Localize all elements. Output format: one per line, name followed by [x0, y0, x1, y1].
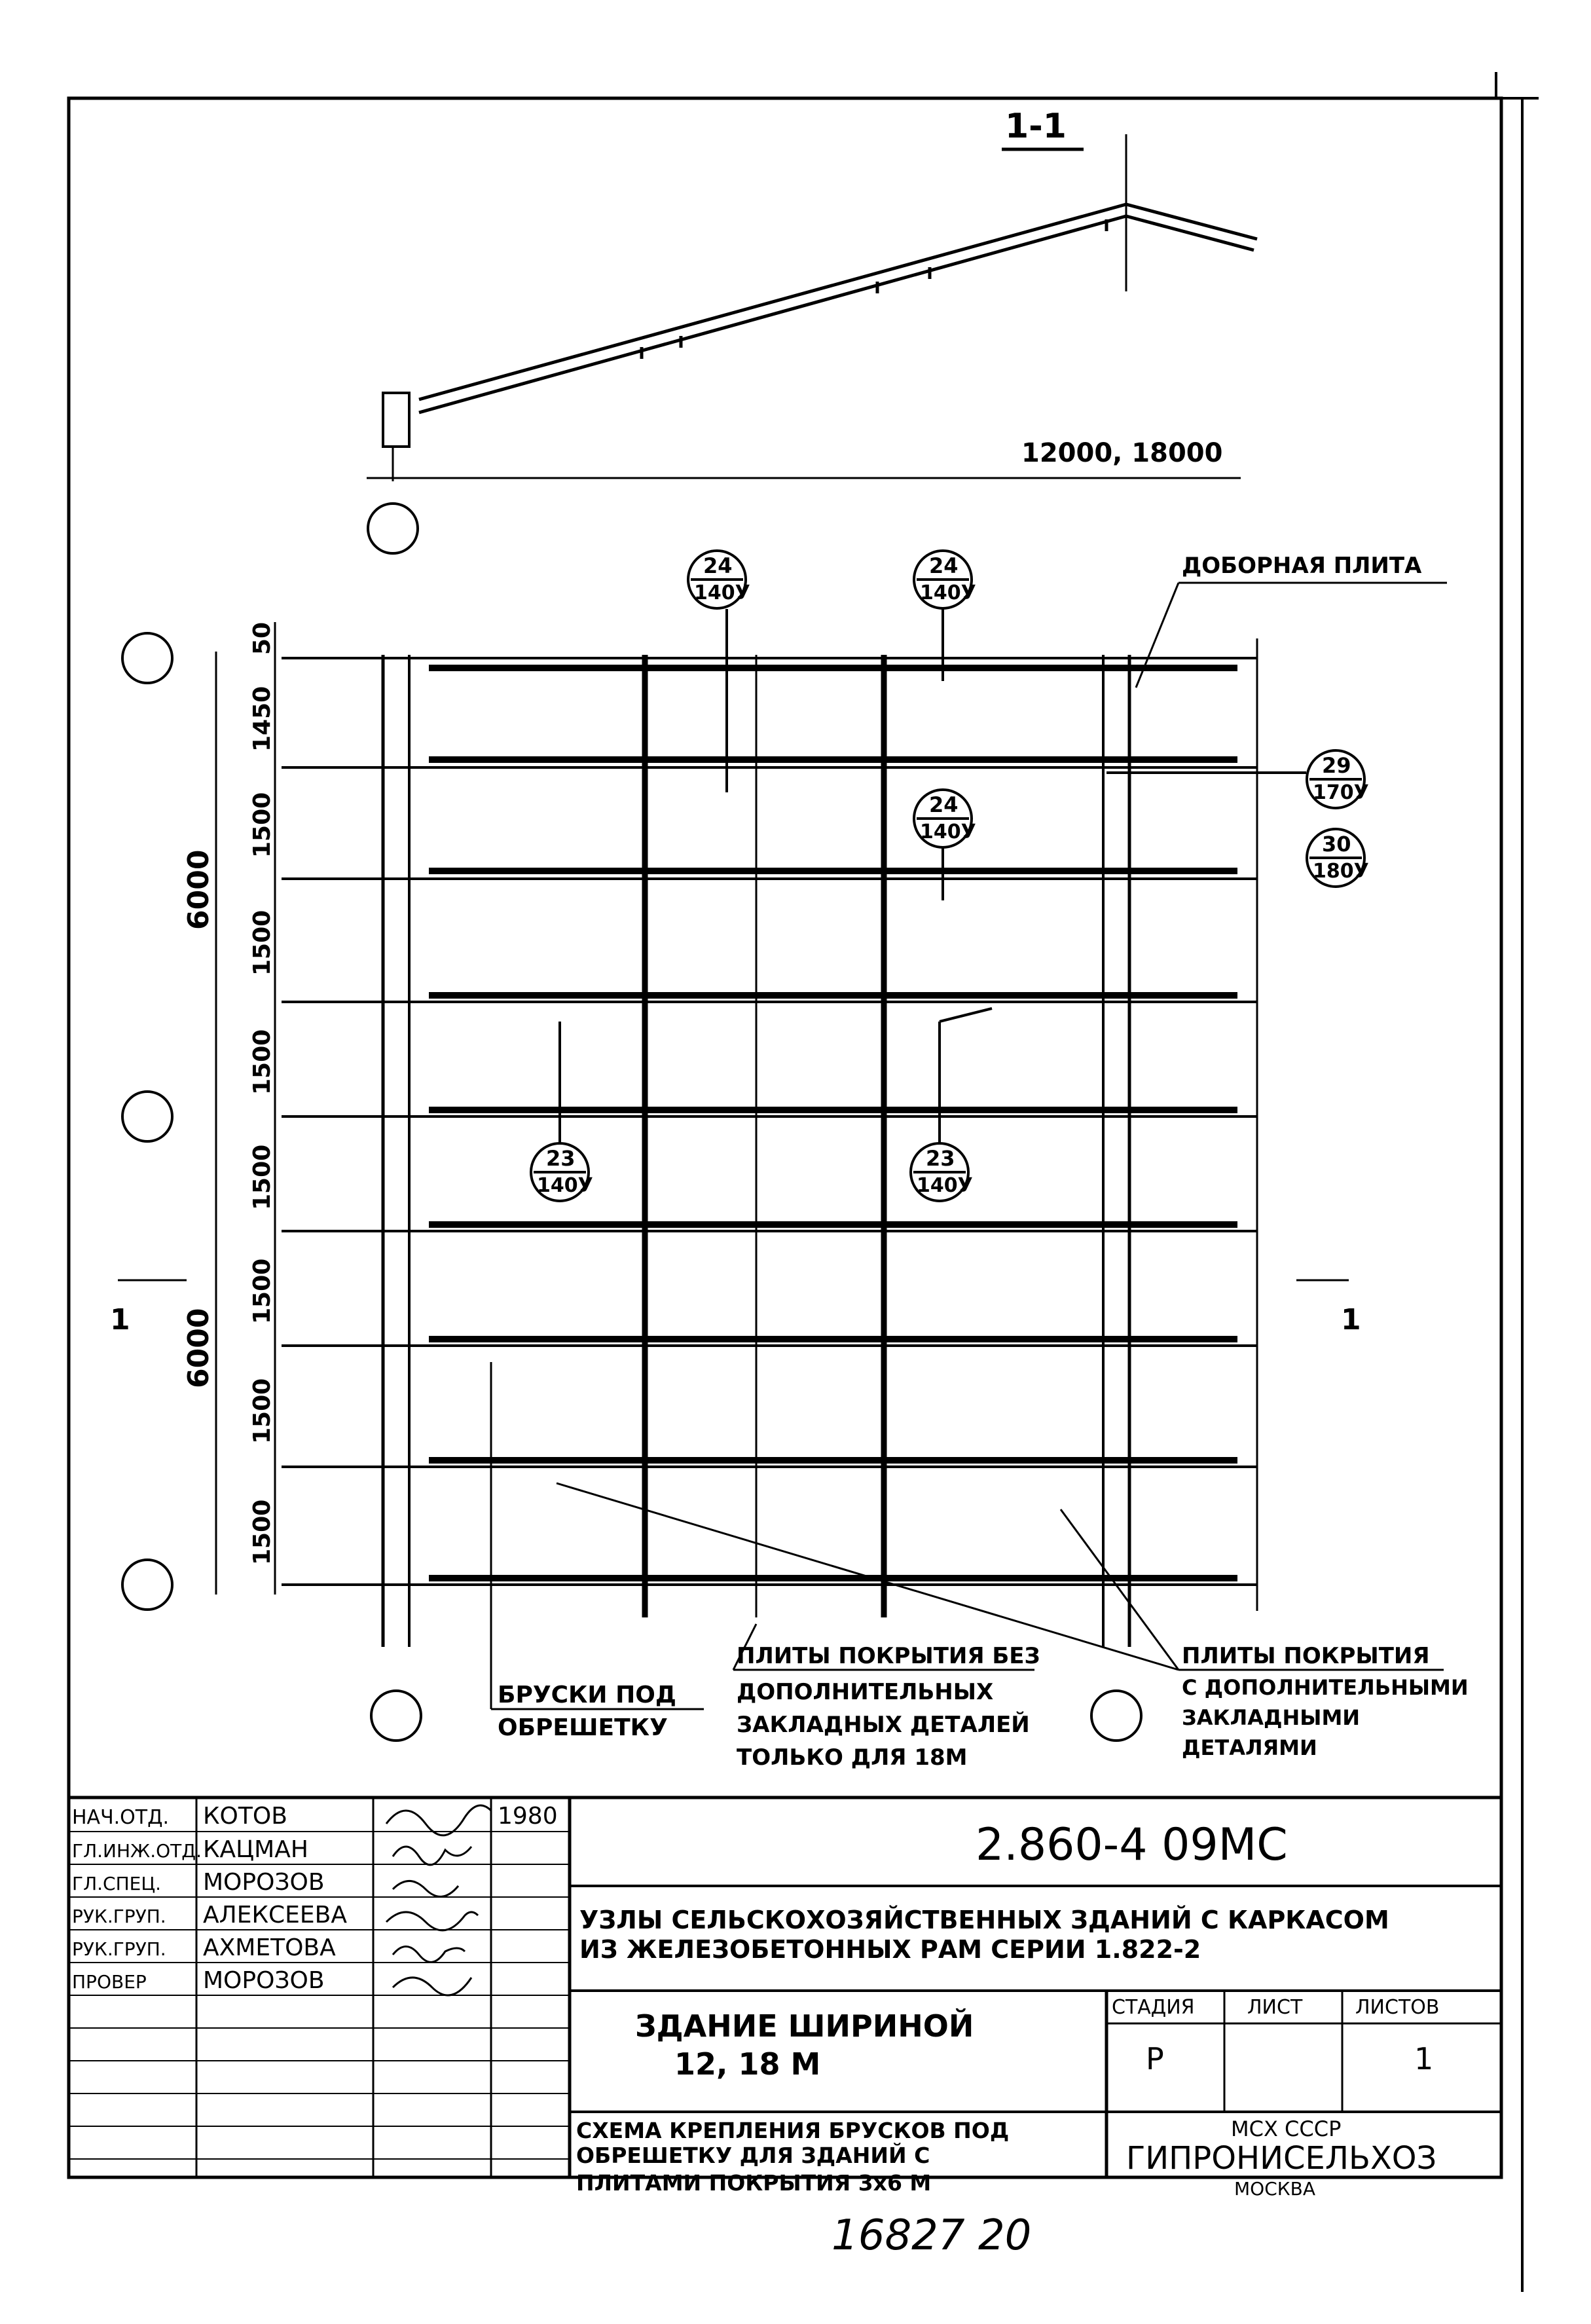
- sig-role-3: РУК.ГРУП.: [72, 1906, 166, 1927]
- dim-row-7: 1500: [249, 1378, 276, 1444]
- sig-role-0: НАЧ.ОТД.: [72, 1806, 170, 1829]
- callout-inner-mid-num: 24: [929, 792, 959, 817]
- section-1-1: [367, 107, 1257, 553]
- stage-value: Р: [1146, 2041, 1164, 2076]
- callout-right-a-sheet: 170У: [1313, 781, 1369, 804]
- stage-header: СТАДИЯ: [1112, 1996, 1195, 2019]
- axis-circle-bottom-left: [371, 1691, 421, 1741]
- axis-circle-left-mid: [122, 1092, 172, 1141]
- sig-name-4: АХМЕТОВА: [203, 1934, 336, 1961]
- org-line-2: ГИПРОНИСЕЛЬХОЗ: [1126, 2140, 1437, 2177]
- dim-left-bottom: 6000: [182, 1308, 215, 1388]
- sig-role-4: РУК.ГРУП.: [72, 1938, 166, 1960]
- sig-role-5: ПРОВЕР: [72, 1971, 147, 1993]
- org-line-3: МОСКВА: [1234, 2178, 1315, 2200]
- section-label: 1-1: [1005, 107, 1067, 146]
- building-line-1: ЗДАНИЕ ШИРИНОЙ: [635, 2008, 974, 2044]
- label-infill-slab: ДОБОРНАЯ ПЛИТА: [1182, 553, 1422, 579]
- dim-row-8: 1500: [249, 1499, 276, 1565]
- project-title-2: ИЗ ЖЕЛЕЗОБЕТОННЫХ РАМ СЕРИИ 1.822-2: [579, 1935, 1201, 1964]
- callout-text: [537, 553, 1369, 1197]
- org-line-1: МСХ СССР: [1231, 2116, 1342, 2141]
- footer-number: 16827 20: [832, 2211, 1032, 2260]
- callout-right-a-num: 29: [1322, 753, 1351, 778]
- axis-circle-bottom-right: [1091, 1691, 1141, 1741]
- plan-dimensions: [182, 622, 276, 1595]
- callout-low-left-num: 23: [546, 1146, 576, 1171]
- handwritten-signatures: [386, 1805, 491, 1995]
- dim-row-4: 1500: [249, 1029, 276, 1095]
- sheet-title-1: СХЕМА КРЕПЛЕНИЯ БРУСКОВ ПОД: [576, 2118, 1010, 2143]
- dim-left-top: 6000: [182, 849, 215, 930]
- building-line-2: 12, 18 М: [674, 2046, 821, 2082]
- axis-circle-left-bottom: [122, 1560, 172, 1610]
- span-label: 12000, 18000: [1021, 438, 1223, 468]
- sig-name-5: МОРОЗОВ: [203, 1967, 325, 1994]
- sheets-value: 1: [1414, 2041, 1434, 2076]
- label-plain-slabs-1: ПЛИТЫ ПОКРЫТИЯ БЕЗ: [737, 1643, 1040, 1669]
- label-battens-2: ОБРЕШЕТКУ: [498, 1714, 668, 1741]
- sig-name-3: АЛЕКСЕЕВА: [203, 1902, 347, 1928]
- callout-top-mid-num: 24: [929, 553, 959, 578]
- leader-lines: [491, 583, 1447, 1709]
- sheet-title-3: ПЛИТАМИ ПОКРЫТИЯ 3х6 М: [576, 2170, 932, 2196]
- sig-name-0: КОТОВ: [203, 1803, 287, 1830]
- label-emb-slabs-1: ПЛИТЫ ПОКРЫТИЯ: [1182, 1643, 1430, 1669]
- callout-top-left-num: 24: [703, 553, 733, 578]
- label-plain-slabs-4: ТОЛЬКО ДЛЯ 18М: [737, 1744, 968, 1771]
- callout-top-mid-sheet: 140У: [920, 581, 976, 604]
- callout-top-left-sheet: 140У: [694, 581, 750, 604]
- sheet-header: ЛИСТ: [1247, 1996, 1303, 2019]
- callout-right-b-sheet: 180У: [1313, 860, 1369, 883]
- axis-circle-left-top: [122, 633, 172, 683]
- section-mark-right: 1: [1341, 1303, 1361, 1337]
- dim-row-1: 1450: [249, 686, 276, 752]
- section-markers: [110, 1280, 1361, 1337]
- axis-circle-section: [368, 504, 418, 553]
- callout-inner-mid-sheet: 140У: [920, 821, 976, 843]
- drawing-code: 2.860-4 09МС: [976, 1819, 1288, 1871]
- roof-slab-profile: [419, 204, 1257, 413]
- dim-row-0: 50: [249, 621, 276, 655]
- sig-role-2: ГЛ.СПЕЦ.: [72, 1873, 161, 1894]
- sheets-header: ЛИСТОВ: [1355, 1996, 1440, 2019]
- sheet-title-2: ОБРЕШЕТКУ ДЛЯ ЗДАНИЙ С: [576, 2143, 930, 2168]
- sig-role-1: ГЛ.ИНЖ.ОТД.: [72, 1840, 202, 1862]
- dim-row-6: 1500: [249, 1258, 276, 1324]
- callout-right-b-num: 30: [1322, 832, 1351, 857]
- label-emb-slabs-4: ДЕТАЛЯМИ: [1182, 1735, 1317, 1760]
- column-stub: [383, 393, 409, 447]
- callout-low-left-sheet: 140У: [537, 1174, 593, 1197]
- section-mark-left: 1: [110, 1303, 130, 1337]
- sig-name-2: МОРОЗОВ: [203, 1869, 325, 1896]
- label-emb-slabs-3: ЗАКЛАДНЫМИ: [1182, 1705, 1361, 1730]
- dim-row-3: 1500: [249, 910, 276, 976]
- label-battens-1: БРУСКИ ПОД: [498, 1682, 676, 1708]
- callout-low-mid-sheet: 140У: [917, 1174, 973, 1197]
- project-title-1: УЗЛЫ СЕЛЬСКОХОЗЯЙСТВЕННЫХ ЗДАНИЙ С КАРКАСОМ: [579, 1906, 1389, 1934]
- dim-row-2: 1500: [249, 792, 276, 858]
- label-emb-slabs-2: С ДОПОЛНИТЕЛЬНЫМИ: [1182, 1675, 1469, 1700]
- sig-name-1: КАЦМАН: [203, 1836, 308, 1863]
- callout-low-mid-num: 23: [926, 1146, 955, 1171]
- label-plain-slabs-2: ДОПОЛНИТЕЛЬНЫХ: [737, 1679, 994, 1705]
- label-plain-slabs-3: ЗАКЛАДНЫХ ДЕТАЛЕЙ: [737, 1712, 1030, 1738]
- plan-grid: [282, 638, 1257, 1647]
- callout-group: [531, 551, 1364, 1201]
- dim-row-5: 1500: [249, 1144, 276, 1210]
- sig-year-0: 1980: [498, 1803, 558, 1830]
